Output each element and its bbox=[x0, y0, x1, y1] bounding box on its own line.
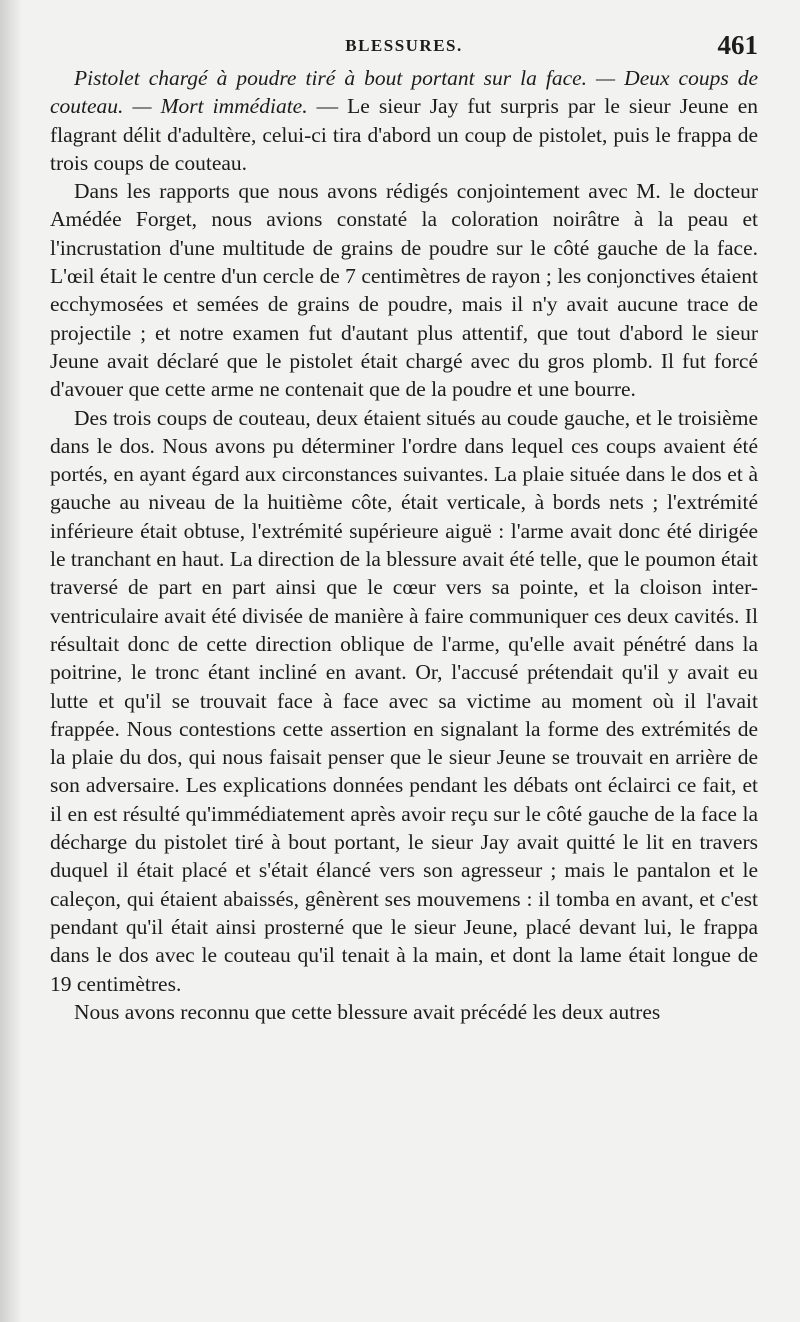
page-number: 461 bbox=[717, 30, 758, 60]
paragraph-powder-findings: Dans les rapports que nous avons rédigés conjointement avec M. le docteur Amédée Forget, nous avions constaté la coloration noirâtre à la peau et l'incrustation d'une multitude de grains de poudre sur le côté gauche de la face. L'œil était le centre d'un cercle de 7 centimètres de rayon ; les conjonctives étaient ecchymosées et semées de grains de poudre, mais il n'y avait aucune trace de projectile ; et notre examen fut d'autant plus attentif, que tout d'abord le sieur Jeune avait déclaré que le pistolet était chargé avec du gros plomb. Il fut forcé d'avouer que cette arme ne contenait que de la poudre et une bourre. bbox=[50, 179, 758, 402]
case-summary: — Le sieur Jay fut surpris par le sieur Jeune en flagrant délit d'adultère, celui-ci tira d'abord un coup de pistolet, puis le frappa de trois coups de couteau. bbox=[50, 94, 758, 175]
case-title: Pistolet chargé à poudre tiré à bout portant sur la face. — Deux coups de couteau. — Mort immédiate. bbox=[50, 66, 758, 119]
paragraph-conclusion: Nous avons reconnu que cette blessure avait précédé les deux autres bbox=[74, 999, 661, 1024]
paragraph-knife-wounds: Des trois coups de couteau, deux étaient situés au coude gauche, et le troisième dans le dos. Nous avons pu déterminer l'ordre dans lequel ces coups avaient été portés, en ayant égard aux circonstances suivantes. La plaie située dans le dos et à gauche au niveau de la huitième côte, était verticale, à bords nets ; l'extrémité inférieure était obtuse, l'extrémité supérieure aiguë : l'arme avait donc été dirigée le tranchant en haut. La direction de la blessure avait été telle, que le poumon était traversé de part en part ainsi que le cœur vers sa pointe, et la cloison inter-ventriculaire avait été divisée de manière à faire communiquer ces deux cavités. Il résultait donc de cette direction oblique de l'arme, qu'elle avait pénétré dans la poitrine, le tronc étant incliné en avant. Or, l'accusé prétendait qu'il y avait eu lutte et qu'il se trouvait face à face avec sa victime au moment où il l'avait frappée. Nous contestions cette assertion en signalant la forme des extrémités de la plaie du dos, qui nous faisait penser que le sieur Jeune se trouvait en arrière de son adversaire. Les explications données pendant les débats ont éclairci ce fait, et il en est résulté qu'immédiatement après avoir reçu sur le côté gauche de la face la décharge du pistolet tiré à bout portant, le sieur Jay avait quitté le lit en travers duquel il était placé et s'était élancé vers son agresseur ; mais le pantalon et le caleçon, qui étaient abaissés, gênèrent ses mouvemens : il tomba en avant, et c'est pendant qu'il était ainsi prosterné que le sieur Jeune, placé devant lui, le frappa dans le dos avec le couteau qu'il tenait à la main, et dont la lame était longue de 19 centimètres. bbox=[50, 405, 758, 996]
running-head bbox=[50, 30, 758, 64]
body-text bbox=[50, 64, 758, 1026]
running-title: BLESSURES. bbox=[345, 36, 463, 55]
paragraph-case-heading bbox=[50, 64, 758, 177]
